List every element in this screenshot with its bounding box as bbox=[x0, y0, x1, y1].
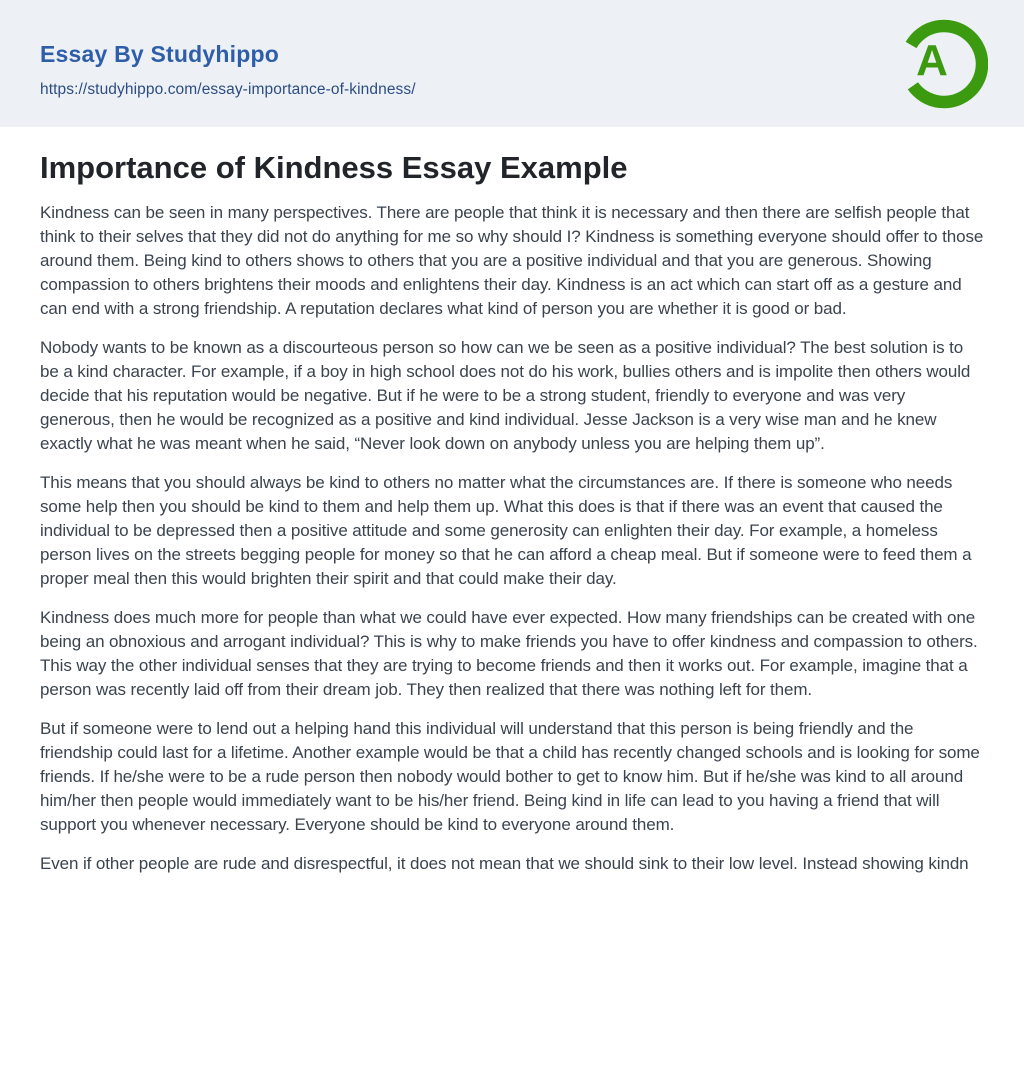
essay-paragraph-2: Nobody wants to be known as a discourteous person so how can we be seen as a positive individual? The best solution is to be a kind character. For example, if a boy in high school does not do his work, bullies others and is impolite then others would decide that his reputation would be negative. But if he were to be a strong student, friendly to everyone and was very generous, then he would be recognized as a positive and kind individual. Jesse Jackson is a very wise man and he knew exactly what he was meant when he said, “Never look down on anybody unless you are helping them up”. bbox=[40, 338, 971, 453]
essay-paragraph-6-truncated: Even if other people are rude and disrespectful, it does not mean that we should sink to their low level. Instead showing kindn bbox=[40, 854, 969, 873]
logo-letter: A bbox=[916, 35, 948, 85]
essay-content bbox=[0, 150, 1024, 876]
essay-paragraph-1: Kindness can be seen in many perspectives. There are people that think it is necessary and then there are selfish people that think to their selves that they did not do anything for me so why should I? Kindness is something everyone should offer to those around them. Being kind to others shows to others that you are a positive individual and that you are generous. Showing compassion to others brightens their moods and enlightens their day. Kindness is an act which can start off as a gesture and can end with a strong friendship. A reputation declares what kind of person you are whether it is good or bad. bbox=[40, 203, 984, 318]
logo-arc-icon bbox=[896, 18, 988, 110]
page-title: Importance of Kindness Essay Example bbox=[40, 150, 628, 185]
header-text-block bbox=[40, 28, 416, 98]
studyhippo-logo bbox=[896, 18, 988, 110]
essay-paragraph-4: Kindness does much more for people than what we could have ever expected. How many friendships can be created with one being an obnoxious and arrogant individual? This is why to make friends you have to offer kindness and compassion to others. This way the other individual senses that they are trying to become friends and then it works out. For example, imagine that a person was recently laid off from their dream job. They then realized that there was nothing left for them. bbox=[40, 608, 978, 699]
site-header bbox=[0, 0, 1024, 127]
essay-paragraph-3: This means that you should always be kind to others no matter what the circumstances are. If there is someone who needs some help then you should be kind to them and help them up. What this does is that if there was an event that caused the individual to be depressed then a positive attitude and some generosity can enlighten their day. For example, a homeless person lives on the streets begging people for money so that he can afford a cheap meal. But if someone were to feed them a proper meal then this would brighten their spirit and that could make their day. bbox=[40, 473, 972, 588]
essay-paragraph-5: But if someone were to lend out a helping hand this individual will understand that this person is being friendly and the friendship could last for a lifetime. Another example would be that a child has recently changed schools and is looking for some friends. If he/she were to be a rude person then nobody would bother to get to know him. But if he/she was kind to all around him/her then people would immediately want to be his/her friend. Being kind in life can lead to you having a friend that will support you whenever necessary. Everyone should be kind to everyone around them. bbox=[40, 719, 980, 834]
header-title: Essay By Studyhippo bbox=[40, 41, 279, 68]
source-url-link[interactable]: https://studyhippo.com/essay-importance-of-kindness/ bbox=[40, 80, 416, 98]
